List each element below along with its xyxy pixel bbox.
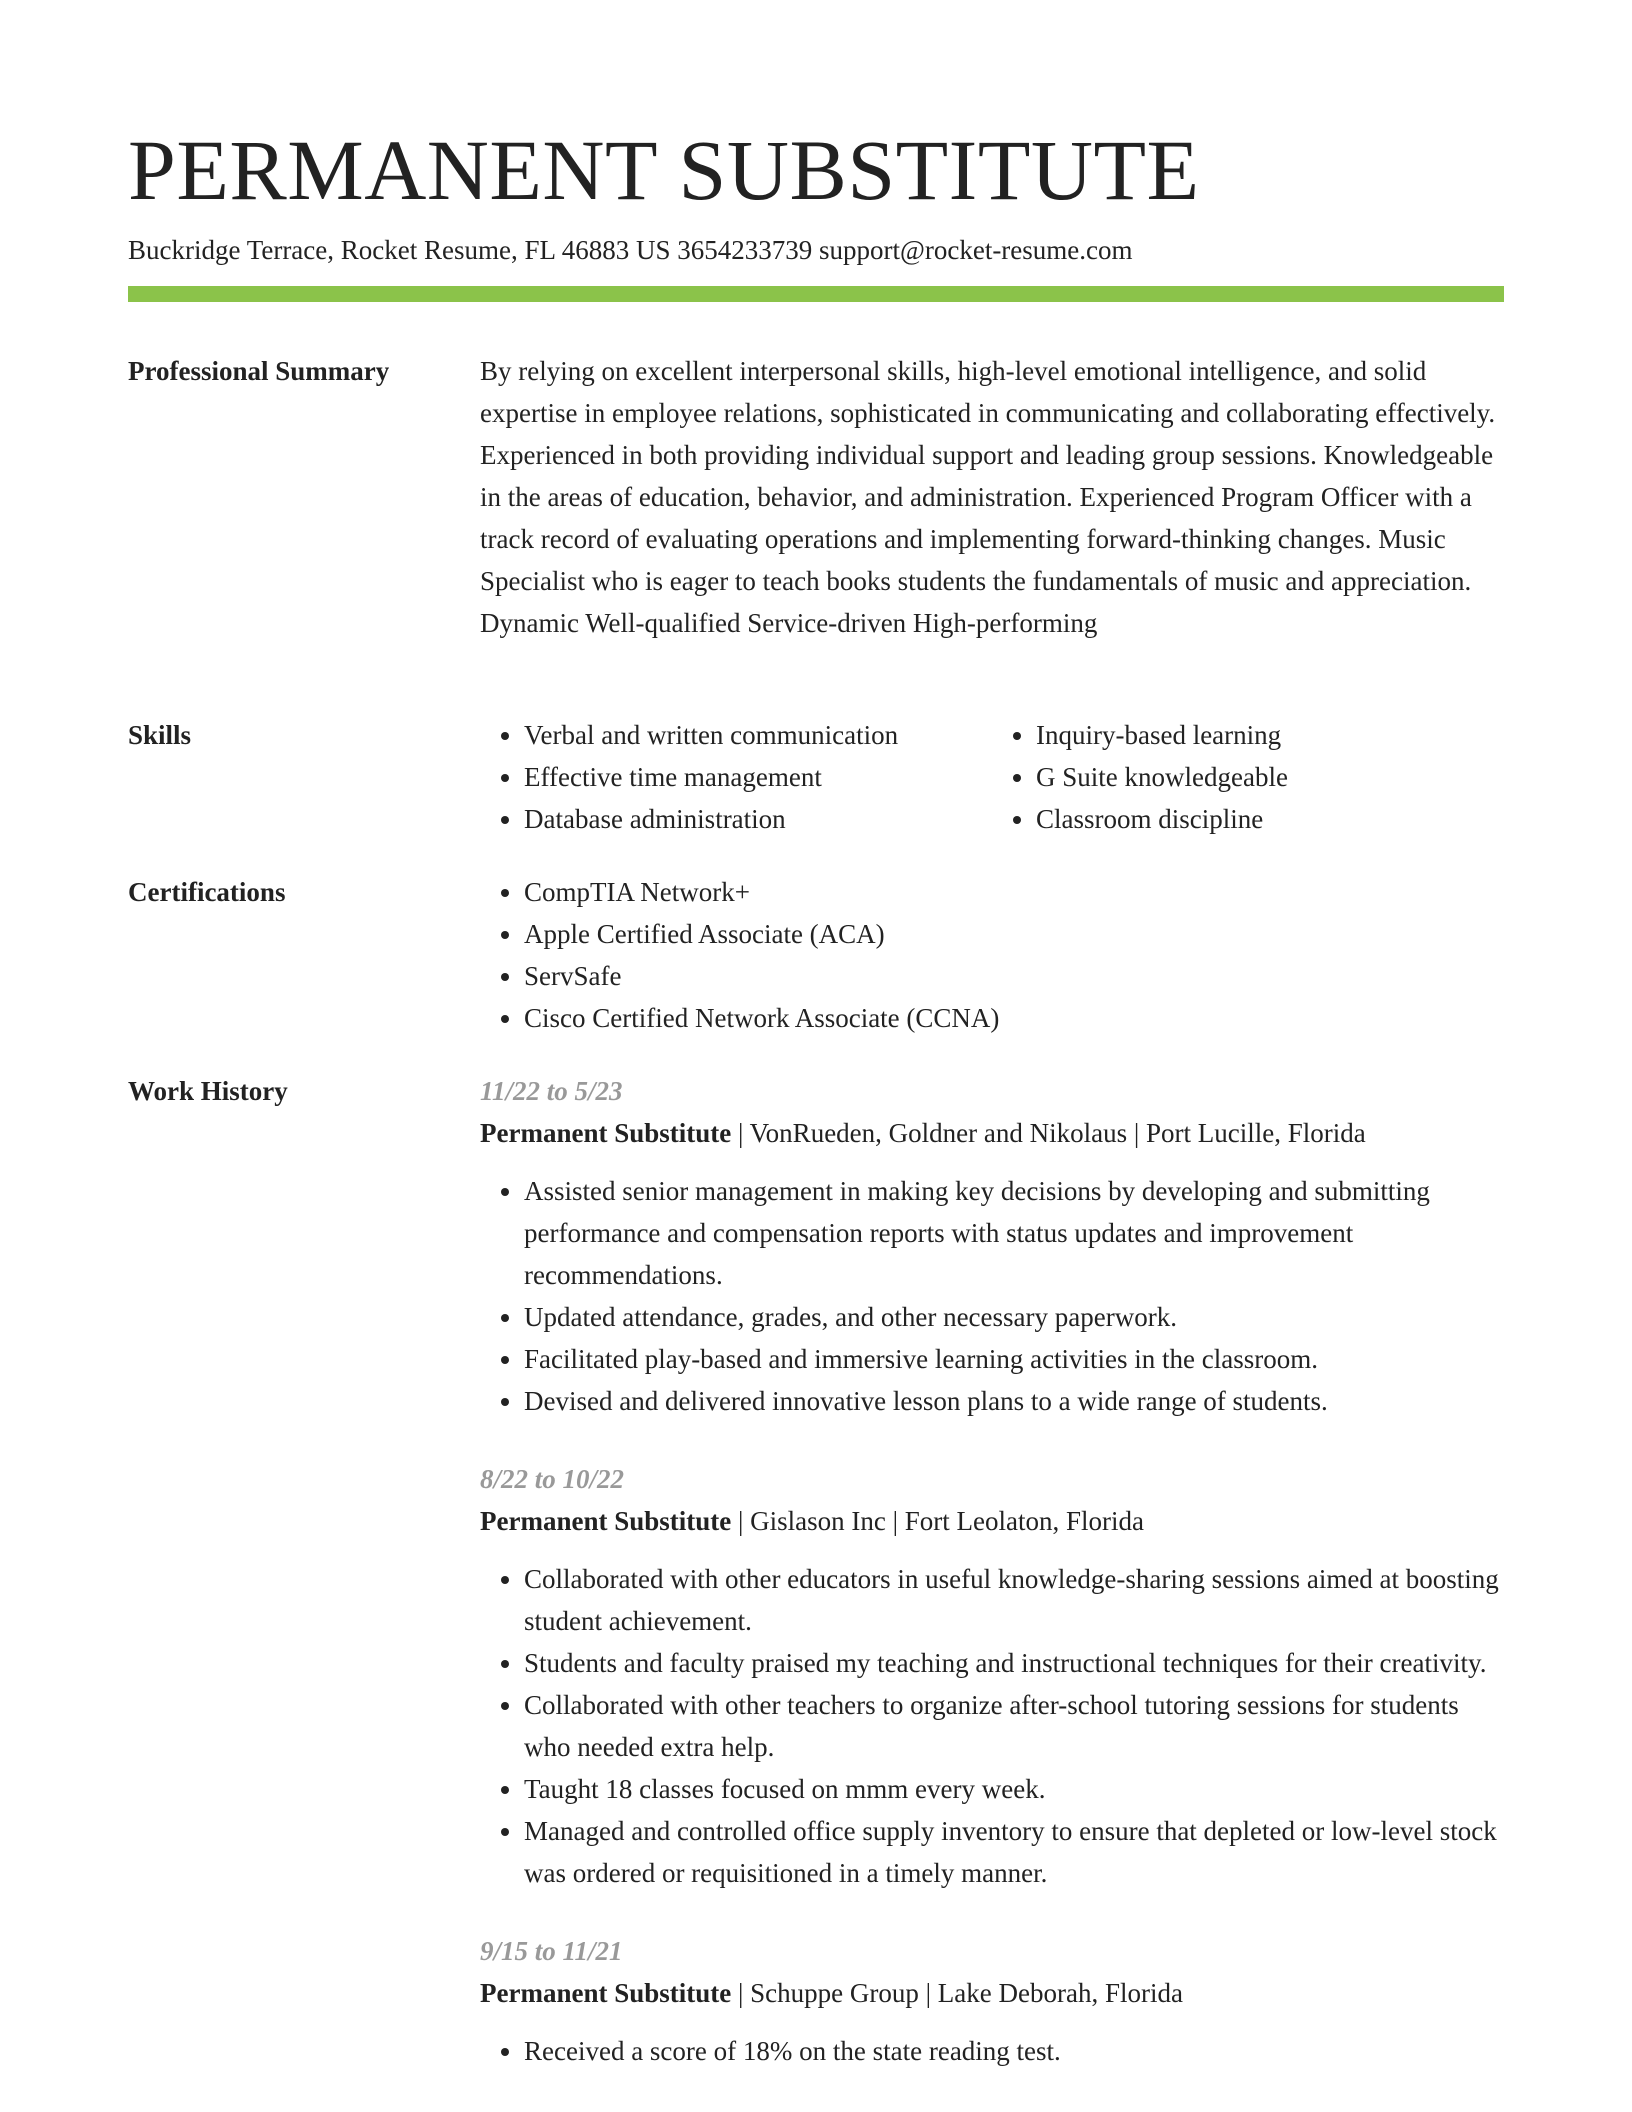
job-bullet: • Facilitated play-based and immersive learning activities in the classroom.	[524, 1338, 1504, 1380]
skills-grid	[480, 714, 1504, 840]
section-title: Skills	[128, 720, 192, 750]
section-title: Certifications	[128, 877, 286, 907]
section-title: Work History	[128, 1076, 288, 1106]
job-bullet: • Updated attendance, grades, and other necessary paperwork.	[524, 1296, 1504, 1338]
section-title: Professional Summary	[128, 356, 390, 386]
job-bullet: • Students and faculty praised my teaching and instructional techniques for their creativity.	[524, 1642, 1504, 1684]
skill-item: • Inquiry-based learning	[1036, 714, 1504, 756]
job-title: Permanent Substitute	[480, 1506, 732, 1536]
skill-item: • Verbal and written communication	[524, 714, 992, 756]
job-details: | VonRueden, Goldner and Nikolaus | Port Lucille, Florida	[731, 1118, 1366, 1148]
job-date: 8/22 to 10/22	[480, 1464, 625, 1494]
job-bullets	[480, 1558, 1504, 1894]
certification-item: • ServSafe	[524, 955, 1504, 997]
skill-item: • Effective time management	[524, 756, 992, 798]
section-body	[480, 350, 1504, 644]
skills-column	[992, 714, 1504, 840]
skills-column	[480, 714, 992, 840]
certifications-list	[480, 871, 1504, 1039]
job-details: | Schuppe Group | Lake Deborah, Florida	[731, 1978, 1183, 2008]
section-body	[480, 871, 1504, 1039]
job-entry	[480, 1070, 1504, 1422]
job-bullet: • Collaborated with other educators in useful knowledge-sharing sessions aimed at boosting student achievement.	[524, 1558, 1504, 1642]
skill-item: • Classroom discipline	[1036, 798, 1504, 840]
certification-item: • CompTIA Network+	[524, 871, 1504, 913]
contact-line: Buckridge Terrace, Rocket Resume, FL 46883 US 3654233739 support@rocket-resume.com	[128, 235, 1133, 265]
job-date: 11/22 to 5/23	[480, 1076, 623, 1106]
job-bullet: • Assisted senior management in making key decisions by developing and submitting performance and compensation reports with status updates and improvement recommendations.	[524, 1170, 1504, 1296]
job-title: Permanent Substitute	[480, 1118, 732, 1148]
job-entry	[480, 1458, 1504, 1894]
certification-item: • Cisco Certified Network Associate (CCNA)	[524, 997, 1504, 1039]
job-bullet: • Received a score of 18% on the state reading test.	[524, 2030, 1504, 2072]
job-heading	[480, 1972, 1504, 2014]
job-bullet: • Managed and controlled office supply inventory to ensure that depleted or low-level stock was ordered or requisitioned in a timely manner.	[524, 1810, 1504, 1894]
certification-item: • Apple Certified Associate (ACA)	[524, 913, 1504, 955]
resume-name: PERMANENT SUBSTITUTE	[128, 122, 1200, 218]
job-heading	[480, 1500, 1504, 1542]
job-bullet: • Collaborated with other teachers to organize after-school tutoring sessions for students who needed extra help.	[524, 1684, 1504, 1768]
job-bullets	[480, 2030, 1504, 2072]
job-bullets	[480, 1170, 1504, 1422]
accent-divider	[128, 286, 1504, 302]
job-details: | Gislason Inc | Fort Leolaton, Florida	[731, 1506, 1145, 1536]
work-history-body	[480, 1070, 1504, 2108]
skill-item: • G Suite knowledgeable	[1036, 756, 1504, 798]
job-entry	[480, 1930, 1504, 2072]
job-title: Permanent Substitute	[480, 1978, 732, 2008]
skill-item: • Database administration	[524, 798, 992, 840]
job-heading	[480, 1112, 1504, 1154]
job-bullet: • Taught 18 classes focused on mmm every week.	[524, 1768, 1504, 1810]
summary-text: By relying on excellent interpersonal skills, high-level emotional intelligence, and solid expertise in employee relations, sophisticated in communicating and collaborating effectively. Experienced in both providing individual support and leading group sessions. Knowledgeable in the areas of education, behavior, and administration. Experienced Program Officer with a track record of evaluating operations and implementing forward-thinking changes. Music Specialist who is eager to teach books students the fundamentals of music and appreciation. Dynamic Well-qualified Service-driven High-performing	[480, 356, 1496, 638]
job-date: 9/15 to 11/21	[480, 1936, 623, 1966]
job-bullet: • Devised and delivered innovative lesson plans to a wide range of students.	[524, 1380, 1504, 1422]
